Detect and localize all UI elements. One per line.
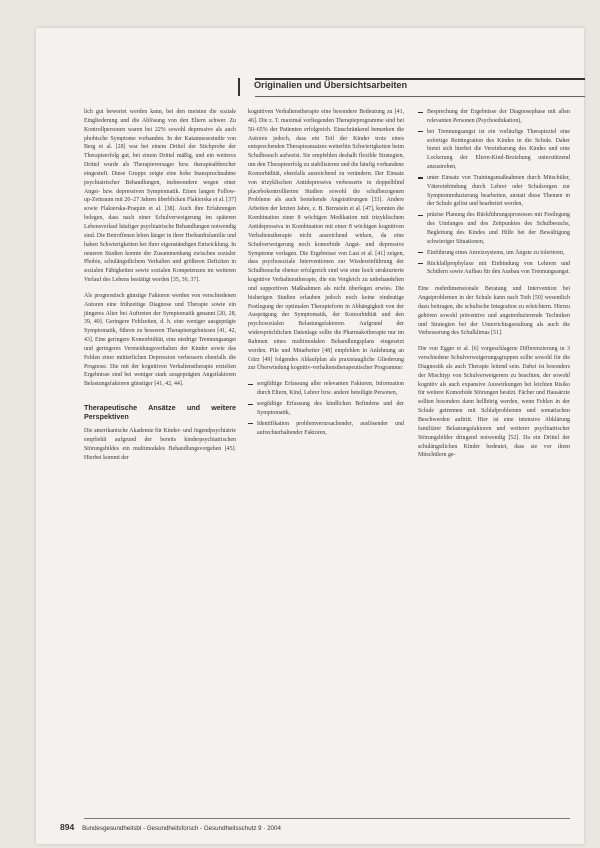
list-item: sorgfältige Erfassung des kindlichen Befindens und der Symptomatik, bbox=[248, 400, 404, 418]
list-item: sorgfältige Erfassung aller relevanten Faktoren, Information durch Eltern, Kind, Lehrer bzw. andere beteiligte Personen, bbox=[248, 380, 404, 398]
bullet-list bbox=[248, 380, 404, 437]
footer-rule bbox=[84, 818, 570, 819]
bullet-list bbox=[418, 108, 570, 277]
page-number: 894 bbox=[60, 822, 75, 832]
list-item: Rückfallprophylaxe mit Einbindung von Lehrern und Schülern sowie Aufbau für den Ausbau von Trennungsangst. bbox=[418, 260, 570, 278]
list-item: unter Einsatz von Trainingsmaßnahmen durch Mitschüler, Vätereinbindung durch Lehrer oder Schulsorgen zur Symptomreduzierung bearbeiten, anstatt diese Themen in der Schule gelöst und bearbeitet werden, bbox=[418, 174, 570, 209]
page-footer bbox=[60, 822, 281, 832]
paragraph: kognitiven Verhaltenstherapie eine besondere Bedeutung zu [41, 46]. Die z. T. maximal vorliegenden Therapieprogramme sind bei 50–65% der Patienten erfolgreich. Einschränkend bemerken die Autoren jedoch, dass ein Teil der Kinder trotz eines entsprechenden Therapieansatzes weiterhin Schwierigkeiten beim Schulbesuch aufweist. Sie empfehlen deshalb flexible Strategien, um den Therapieerfolg zu stabilisieren und die häufig vorhandene Komorbidität, ebenfalls ausreichend zu verändern. Der Einsatz von trizyklischen Antidepressiva verbesserte in doppelblind placebokontrollierten Studien sowohl die schulbezogenen Probleme als auch bestehende Angststörungen [33]. Andere Arbeiten der letzten Jahre, z. B. Bernstein et al. [47], konnten die Kombination einer 8 wöchigen Medikation mit trizyklischem Antidepressiva in Kombination mit einer 8 wöchigen kognitiven Verhaltenstherapie nicht ausreichend wirken, da eine Schulverweigerung noch komorbide Angst- und depressive Symptome vorlagen. Die Ergebnisse von Last et al. [41] zeigen, dass psychosoziale Interventionen zur Wiedereinführung der Schulbesuche ebenso erfolgreich sind wie eine hoch strukturierte kognitive Verhaltenstherapie, die ein Vergleich zu unbehandelten und supportiven Maßnahmen als nicht überlegen erwies. Die bisherigen Studien erlauben jedoch noch keine eindeutige Festlegung der optimalen Therapieform in Abhängigkeit von der Ausprägung der Symptomatik, der Komorbidität und den psychosozialen Belastungsfaktoren. Aufgrund der widersprüchlichen Datenlage sollte die Pharmakotherapie nur im Rahmen eines multimodalen Behandlungsplans eingesetzt werden. Pile und Mitarbeiter [48] empfehlen in Anlehnung an Gürz [49] folgendes Ablaufplan als praxistaugliche Gliederung zur Überwindung kognitiv-verhaltenstherapeutischer Programme: bbox=[248, 109, 404, 372]
list-item: Identifikation problemverursachender, auslösender und aufrechterhaltender Faktoren, bbox=[248, 420, 404, 438]
header-tick bbox=[238, 78, 240, 96]
paragraph: Als prognostisch günstige Faktoren werden von verschiedenen Autoren eine frühzeitige Diagnose und Therapie sowie ein jüngeres Alter bei Auftreten der Symptomatik genannt [20, 28, 39, 40]. Geringere Fehlzeiten, d. h. eine weniger ausgeprägte Symptomatik, führen zu besseren Therapieergebnissen [41, 42, 43]. Eine geringere Komorbidität, eine niedrige Trennungsangst und geringeres Vermeidungsverhalten der Kinder sowie das Fehlen einer mütterlichen Depression verbessern ebenfalls die Prognose. Die mit der kognitiven Verhaltenstherapie erzielten Ergebnisse sind bei weniger stark ausgeprägten Angstfaktoren Belastungsfaktoren günstiger [41, 42, 44]. bbox=[84, 292, 236, 388]
list-item: Besprechung der Ergebnisse der Diagnosephase mit allen relevanten Personen (Psychoedukation), bbox=[418, 108, 570, 126]
section-title: Originalien und Übersichtsarbeiten bbox=[254, 80, 408, 90]
paragraph: Die von Egger et al. [6] vorgeschlagene Differenzierung in 3 verschiedene Schulverweigerungsgruppen sollte sowohl für die Diagnostik als auch Therapie leitend sein. Dabei ist besonders der Mischtyp von Schulverweigerern zu beachten, der sowohl kognitiv als auch expansive Auswirkungen bei leichten Risiko für weitere Komorbide Störungen besitzt. Fächer und Hausärzte sollten besonders dann hellhörig werden, wenn Fehlen in der Schule getrennen mit Schlafproblemen und somatischen Beschwerden auftritt. Hier ist eine intensive Abklärung familiärer Belastungsfaktoren und weiterer psychiatrischer Störungsbilder dringend notwendig [52]. Da ein Drittel der schulängstlichen Kinder bedeutet, dass sie vor ihren Mitschülern ge- bbox=[418, 346, 570, 459]
list-item: Einführung eines Anreizsystems, um Ängste zu tolerieren, bbox=[418, 249, 570, 258]
section-heading: Therapeutische Ansätze und weitere Perspektiven bbox=[84, 403, 236, 422]
text-column-2 bbox=[248, 108, 404, 445]
paragraph: lich gut bewertet werden kann, bei den meisten die soziale Eingliederung und die Ablösung von den Eltern schwer. Zu Kontrollpersonen waren bei 22% sowohl depressive als auch phobische Symptome vorhanden. In der Katamnesestudie von Berg et al. [28] war bei einem Drittel der Stichprobe der Therapieerfolg gut, bei einem Drittel mäßig, und ein weiteres Drittel wurde als Therapieversager bzw. therapieabbrecher eingestuft. Diese Gruppe zeigte eine hohe Inanspruchnahme psychiatrischer Behandlungen, insbesondere wegen einer Angst- bzw. depressiven Symptomatik. Einen langen Follow-up-Zeitraum mit 20–27 Jahren überblicken Flakierska et al. [37] sowie Flakierska-Praquin et al. [38]. Auch ihre Erfahrungen belegen, dass nach einer Schulverweigerung im späteren Lebensverlauf häufiger psychiatrische Behandlungen notwendig sind. Die Betroffenen leben länger in ihrer Herkunftsfamilie und haben Schwierigkeiten bei ihrer eigenständigen Entwicklung. In neueren Studien konnte der Zusammenhang zwischen sozialer Phobie, schulängstlichem Verhalten und größeren Defiziten in sozialen Fähigkeiten sowie sozialen Kompetenzen im weiteren Verlauf des Lebens bestätigt werden [35, 36, 37]. bbox=[84, 109, 236, 284]
text-column-3 bbox=[418, 108, 570, 467]
header-underline bbox=[255, 96, 585, 97]
journal-citation: Bundesgesundheitsbl - Gesundheitsforsch - Gesundheitsschutz 9 · 2004 bbox=[82, 825, 281, 832]
list-item: präzise Planung des Rückführungsprozesses mit Festlegung des Umfanges und des Zeitpunktes des Schulbesuchs, Begleitung des Kindes und Hilfe bei der Bewältigung schwieriger Situationen, bbox=[418, 211, 570, 246]
paragraph: Die amerikanische Akademie für Kinder- und Jugendpsychiatrie empfiehlt aufgrund der bereits kinderpsychiatrischen Störungsbildes ein multimodales Behandlungsvorgehen [45]. Hierbei kommt der bbox=[84, 428, 236, 461]
text-column-1 bbox=[84, 108, 236, 470]
paragraph: Eine mehrdimensionale Beratung und Intervention bei Angstproblemen in der Schule kann nach Toth [50] wesentlich dazu beitragen, die schulische Integration zu erleichtern. Hierzu gehören sowohl präventive und angstreduzierende Techniken und Strategien bei der Unterrichtsgestaltung als auch die Verbesserung des Schulklimas [51]. bbox=[418, 286, 570, 337]
list-item: bei Trennungsangst ist ein vorläufige Therapieziel eine sofortige Reintegration des Kindes in die Schule. Daher bietet sich hierbei die Vereinbarung des Kindes und eine Lockerung der Eltern-Kind-Beziehung unterstützend anzustreben, bbox=[418, 128, 570, 172]
